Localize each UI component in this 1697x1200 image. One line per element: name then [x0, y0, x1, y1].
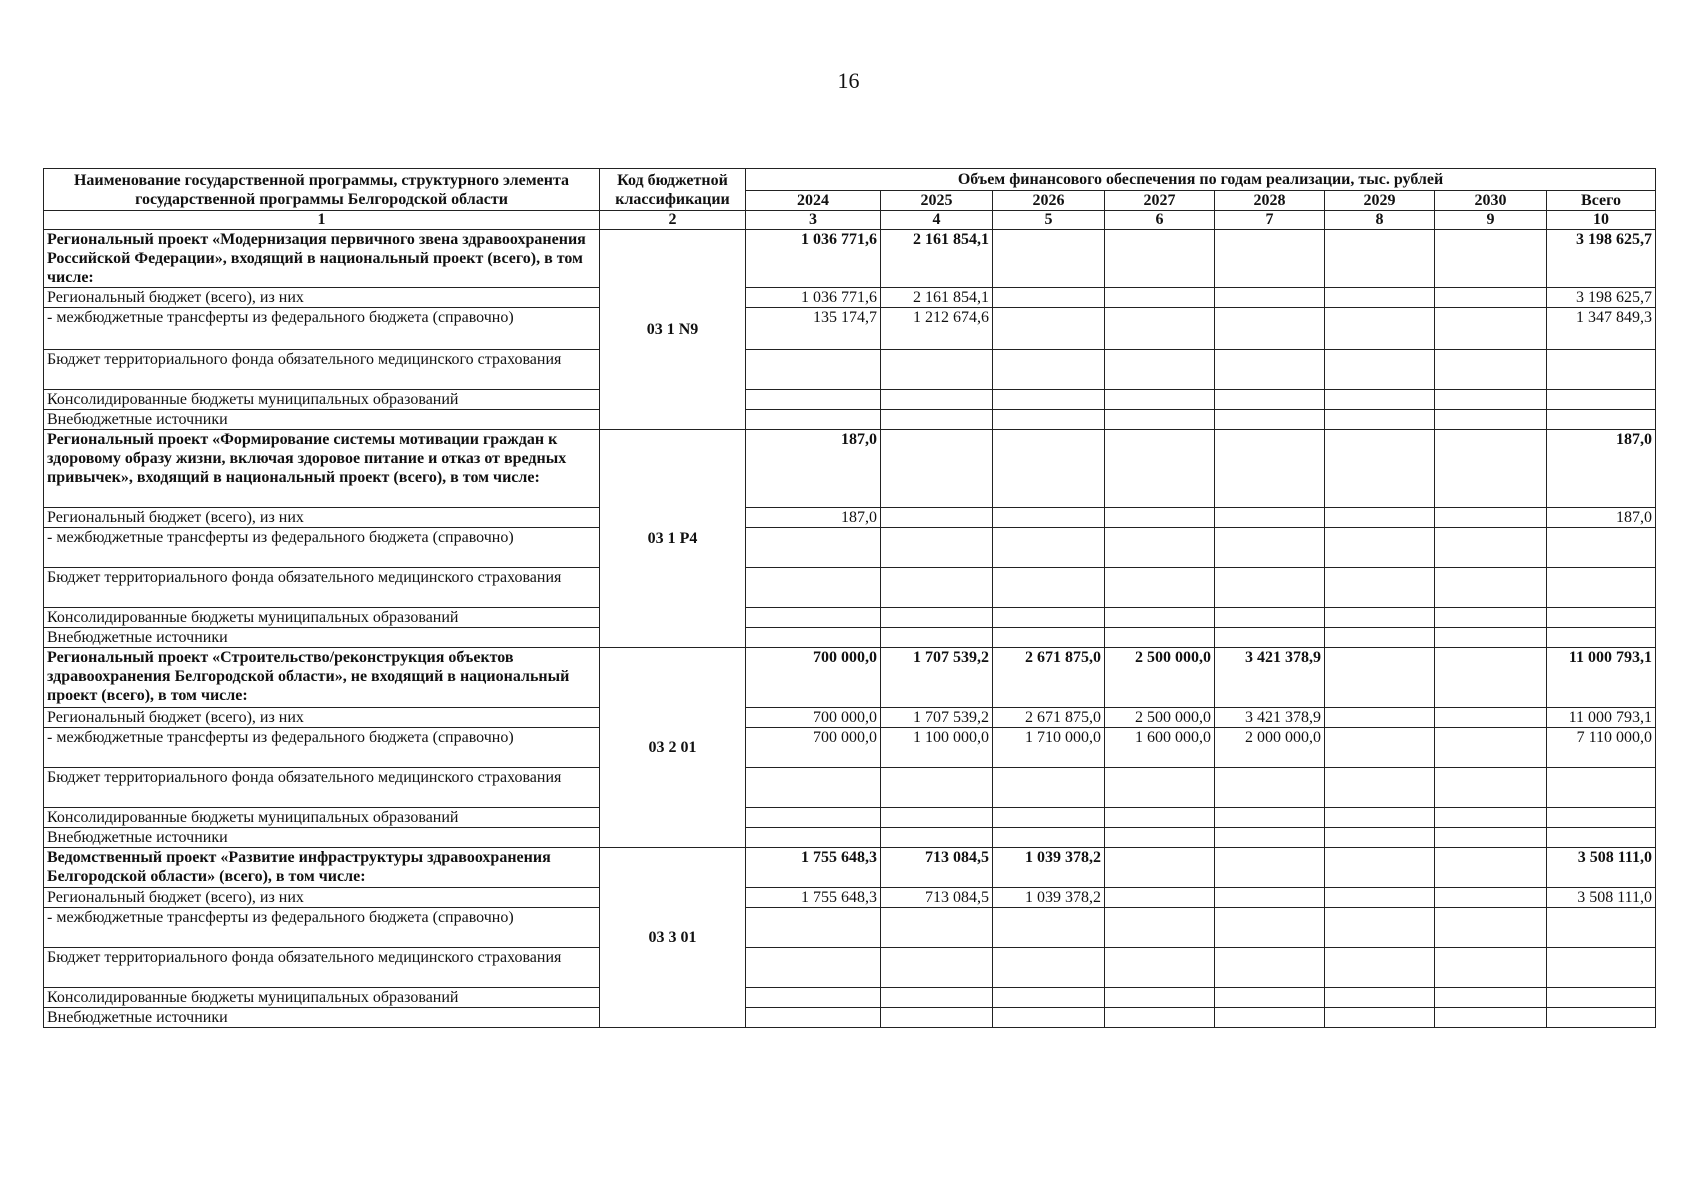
value-cell	[1325, 528, 1435, 568]
table-row	[44, 888, 1656, 908]
value-cell	[1435, 728, 1547, 768]
value-cell: 1 600 000,0	[1105, 728, 1215, 768]
table-row	[44, 948, 1656, 988]
value-cell	[1435, 988, 1547, 1008]
value-cell	[1325, 230, 1435, 288]
table-row	[44, 808, 1656, 828]
value-cell	[1325, 728, 1435, 768]
value-cell	[1215, 350, 1325, 390]
table-row	[44, 828, 1656, 848]
value-cell	[746, 1008, 881, 1028]
value-cell: 2 500 000,0	[1105, 648, 1215, 708]
value-cell	[1325, 288, 1435, 308]
value-cell	[1215, 948, 1325, 988]
value-cell	[1105, 988, 1215, 1008]
table-row	[44, 508, 1656, 528]
value-cell	[1435, 308, 1547, 350]
value-cell	[1435, 648, 1547, 708]
value-cell	[1435, 768, 1547, 808]
value-cell	[1325, 308, 1435, 350]
value-cell	[1215, 628, 1325, 648]
value-cell	[1215, 308, 1325, 350]
value-cell	[1325, 988, 1435, 1008]
value-cell: 187,0	[746, 508, 881, 528]
table-row	[44, 708, 1656, 728]
value-cell	[1325, 768, 1435, 808]
table-row	[44, 528, 1656, 568]
value-cell	[1215, 888, 1325, 908]
header-year: 2029	[1325, 191, 1435, 211]
value-cell	[1435, 808, 1547, 828]
value-cell	[1325, 390, 1435, 410]
total-cell: 3 198 625,7	[1547, 230, 1656, 288]
value-cell: 700 000,0	[746, 648, 881, 708]
value-cell	[881, 988, 993, 1008]
value-cell	[1105, 430, 1215, 508]
value-cell	[746, 390, 881, 410]
value-cell	[1435, 430, 1547, 508]
value-cell	[746, 528, 881, 568]
source-name: Консолидированные бюджеты муниципальных образований	[44, 390, 600, 410]
source-name: Бюджет территориального фонда обязательного медицинского страхования	[44, 948, 600, 988]
value-cell	[1105, 1008, 1215, 1028]
value-cell: 1 100 000,0	[881, 728, 993, 768]
value-cell	[1435, 288, 1547, 308]
value-cell	[993, 768, 1105, 808]
value-cell	[1105, 768, 1215, 808]
value-cell	[993, 308, 1105, 350]
value-cell: 713 084,5	[881, 848, 993, 888]
header-total: Всего	[1547, 191, 1656, 211]
value-cell	[993, 628, 1105, 648]
value-cell	[1325, 508, 1435, 528]
column-index: 6	[1105, 211, 1215, 230]
value-cell	[1435, 410, 1547, 430]
value-cell	[1215, 828, 1325, 848]
value-cell	[993, 808, 1105, 828]
value-cell	[1325, 848, 1435, 888]
value-cell	[1435, 528, 1547, 568]
value-cell	[1435, 848, 1547, 888]
value-cell: 3 421 378,9	[1215, 648, 1325, 708]
project-row	[44, 648, 1656, 708]
source-name: Внебюджетные источники	[44, 828, 600, 848]
value-cell	[1325, 828, 1435, 848]
value-cell: 1 755 648,3	[746, 888, 881, 908]
value-cell: 713 084,5	[881, 888, 993, 908]
value-cell	[993, 948, 1105, 988]
value-cell	[1325, 350, 1435, 390]
source-name: Консолидированные бюджеты муниципальных образований	[44, 988, 600, 1008]
value-cell	[1325, 1008, 1435, 1028]
value-cell: 2 671 875,0	[993, 648, 1105, 708]
project-row	[44, 848, 1656, 888]
column-index: 2	[600, 211, 746, 230]
value-cell	[881, 828, 993, 848]
value-cell	[1325, 908, 1435, 948]
column-index: 10	[1547, 211, 1656, 230]
header-year: 2030	[1435, 191, 1547, 211]
value-cell	[1105, 808, 1215, 828]
total-cell: 187,0	[1547, 430, 1656, 508]
value-cell	[1105, 528, 1215, 568]
project-row	[44, 230, 1656, 288]
value-cell	[1105, 848, 1215, 888]
value-cell: 2 161 854,1	[881, 288, 993, 308]
table-row	[44, 308, 1656, 350]
total-cell: 3 508 111,0	[1547, 848, 1656, 888]
project-name: Региональный проект «Модернизация первичного звена здравоохранения Российской Федерации», входящий в национальный проект (всего), в том числе:	[44, 230, 600, 288]
table-row	[44, 908, 1656, 948]
value-cell	[1215, 908, 1325, 948]
total-cell	[1547, 568, 1656, 608]
value-cell	[993, 828, 1105, 848]
value-cell	[1215, 568, 1325, 608]
value-cell: 2 671 875,0	[993, 708, 1105, 728]
value-cell	[1105, 350, 1215, 390]
value-cell	[1325, 430, 1435, 508]
page-number: 16	[837, 68, 860, 93]
source-name: Консолидированные бюджеты муниципальных образований	[44, 808, 600, 828]
column-index: 1	[44, 211, 600, 230]
financing-table	[43, 168, 1656, 1028]
table-row	[44, 568, 1656, 608]
source-name: Бюджет территориального фонда обязательного медицинского страхования	[44, 568, 600, 608]
value-cell	[881, 430, 993, 508]
value-cell	[1105, 230, 1215, 288]
header-volume: Объем финансового обеспечения по годам реализации, тыс. рублей	[746, 169, 1656, 191]
budget-code: 03 1 Р4	[600, 430, 746, 648]
total-cell: 3 198 625,7	[1547, 288, 1656, 308]
value-cell	[1325, 888, 1435, 908]
value-cell	[1435, 230, 1547, 288]
value-cell	[1105, 908, 1215, 948]
value-cell	[1215, 768, 1325, 808]
value-cell	[1435, 568, 1547, 608]
value-cell	[1325, 648, 1435, 708]
value-cell	[1105, 288, 1215, 308]
value-cell	[1105, 568, 1215, 608]
total-cell: 1 347 849,3	[1547, 308, 1656, 350]
value-cell	[1105, 888, 1215, 908]
budget-code: 03 2 01	[600, 648, 746, 848]
project-name: Ведомственный проект «Развитие инфраструктуры здравоохранения Белгородской области» (всего), в том числе:	[44, 848, 600, 888]
project-name: Региональный проект «Формирование системы мотивации граждан к здоровому образу жизни, включая здоровое питание и отказ от вредных привычек», входящий в национальный проект (всего), в том числе:	[44, 430, 600, 508]
value-cell	[1105, 308, 1215, 350]
value-cell	[1105, 390, 1215, 410]
value-cell	[993, 230, 1105, 288]
total-cell	[1547, 410, 1656, 430]
value-cell: 700 000,0	[746, 728, 881, 768]
total-cell	[1547, 828, 1656, 848]
total-cell	[1547, 908, 1656, 948]
total-cell	[1547, 528, 1656, 568]
value-cell: 1 710 000,0	[993, 728, 1105, 768]
value-cell	[993, 1008, 1105, 1028]
total-cell: 11 000 793,1	[1547, 708, 1656, 728]
value-cell	[1215, 1008, 1325, 1028]
value-cell: 1 036 771,6	[746, 230, 881, 288]
header-year: 2024	[746, 191, 881, 211]
total-cell: 3 508 111,0	[1547, 888, 1656, 908]
value-cell: 1 039 378,2	[993, 848, 1105, 888]
value-cell	[993, 988, 1105, 1008]
value-cell	[993, 608, 1105, 628]
value-cell	[1215, 808, 1325, 828]
value-cell	[746, 828, 881, 848]
value-cell	[1105, 828, 1215, 848]
value-cell	[993, 390, 1105, 410]
total-cell	[1547, 1008, 1656, 1028]
total-cell: 7 110 000,0	[1547, 728, 1656, 768]
value-cell	[993, 410, 1105, 430]
value-cell	[1325, 628, 1435, 648]
value-cell	[881, 808, 993, 828]
value-cell: 1 039 378,2	[993, 888, 1105, 908]
column-index: 3	[746, 211, 881, 230]
value-cell	[746, 908, 881, 948]
value-cell	[1215, 848, 1325, 888]
source-name: Консолидированные бюджеты муниципальных образований	[44, 608, 600, 628]
source-name: Внебюджетные источники	[44, 628, 600, 648]
value-cell	[881, 908, 993, 948]
value-cell	[1435, 628, 1547, 648]
total-cell: 187,0	[1547, 508, 1656, 528]
value-cell	[881, 628, 993, 648]
value-cell	[1105, 410, 1215, 430]
value-cell	[1435, 708, 1547, 728]
value-cell	[1325, 708, 1435, 728]
value-cell	[881, 508, 993, 528]
value-cell	[1325, 808, 1435, 828]
value-cell	[881, 608, 993, 628]
value-cell	[1215, 608, 1325, 628]
table-row	[44, 350, 1656, 390]
value-cell	[746, 628, 881, 648]
source-name: - межбюджетные трансферты из федерального бюджета (справочно)	[44, 728, 600, 768]
table-row	[44, 988, 1656, 1008]
source-name: - межбюджетные трансферты из федерального бюджета (справочно)	[44, 908, 600, 948]
value-cell	[1435, 828, 1547, 848]
source-name: Региональный бюджет (всего), из них	[44, 288, 600, 308]
value-cell	[1435, 1008, 1547, 1028]
total-cell	[1547, 350, 1656, 390]
value-cell	[1435, 390, 1547, 410]
table-row	[44, 608, 1656, 628]
table-body	[44, 230, 1656, 1028]
value-cell	[993, 430, 1105, 508]
header-year: 2026	[993, 191, 1105, 211]
header-year: 2025	[881, 191, 993, 211]
value-cell	[1215, 288, 1325, 308]
table-row	[44, 1008, 1656, 1028]
header-year: 2028	[1215, 191, 1325, 211]
value-cell	[1215, 390, 1325, 410]
value-cell	[746, 410, 881, 430]
value-cell	[881, 568, 993, 608]
value-cell	[881, 1008, 993, 1028]
column-index: 8	[1325, 211, 1435, 230]
value-cell	[1215, 528, 1325, 568]
source-name: Внебюджетные источники	[44, 410, 600, 430]
value-cell	[1105, 948, 1215, 988]
total-cell	[1547, 948, 1656, 988]
source-name: - межбюджетные трансферты из федерального бюджета (справочно)	[44, 528, 600, 568]
value-cell	[993, 568, 1105, 608]
source-name: Бюджет территориального фонда обязательного медицинского страхования	[44, 350, 600, 390]
value-cell	[1435, 608, 1547, 628]
value-cell	[1325, 608, 1435, 628]
value-cell	[1215, 988, 1325, 1008]
column-index: 4	[881, 211, 993, 230]
value-cell	[1435, 908, 1547, 948]
table-row	[44, 768, 1656, 808]
source-name: Региональный бюджет (всего), из них	[44, 508, 600, 528]
value-cell	[993, 288, 1105, 308]
total-cell	[1547, 390, 1656, 410]
table-header	[44, 169, 1656, 230]
table-row	[44, 628, 1656, 648]
value-cell	[1105, 508, 1215, 528]
total-cell	[1547, 768, 1656, 808]
table-row	[44, 390, 1656, 410]
value-cell	[746, 568, 881, 608]
value-cell	[1215, 230, 1325, 288]
source-name: Внебюджетные источники	[44, 1008, 600, 1028]
source-name: Региональный бюджет (всего), из них	[44, 708, 600, 728]
total-cell: 11 000 793,1	[1547, 648, 1656, 708]
value-cell	[993, 908, 1105, 948]
value-cell	[993, 350, 1105, 390]
value-cell	[1215, 508, 1325, 528]
value-cell: 1 707 539,2	[881, 648, 993, 708]
value-cell: 2 500 000,0	[1105, 708, 1215, 728]
value-cell	[746, 808, 881, 828]
value-cell	[746, 988, 881, 1008]
value-cell	[1105, 628, 1215, 648]
total-cell	[1547, 628, 1656, 648]
table-row	[44, 410, 1656, 430]
header-year: 2027	[1105, 191, 1215, 211]
value-cell	[1215, 410, 1325, 430]
value-cell: 1 755 648,3	[746, 848, 881, 888]
total-cell	[1547, 608, 1656, 628]
value-cell	[1435, 948, 1547, 988]
source-name: - межбюджетные трансферты из федерального бюджета (справочно)	[44, 308, 600, 350]
value-cell: 2 000 000,0	[1215, 728, 1325, 768]
column-index: 7	[1215, 211, 1325, 230]
value-cell	[993, 508, 1105, 528]
source-name: Региональный бюджет (всего), из них	[44, 888, 600, 908]
table-row	[44, 288, 1656, 308]
column-index: 5	[993, 211, 1105, 230]
value-cell: 1 036 771,6	[746, 288, 881, 308]
value-cell: 3 421 378,9	[1215, 708, 1325, 728]
value-cell: 1 707 539,2	[881, 708, 993, 728]
value-cell	[1105, 608, 1215, 628]
value-cell	[881, 768, 993, 808]
header-name: Наименование государственной программы, структурного элемента государственной программы Белгородской области	[44, 169, 600, 211]
value-cell: 187,0	[746, 430, 881, 508]
value-cell: 1 212 674,6	[881, 308, 993, 350]
value-cell: 2 161 854,1	[881, 230, 993, 288]
value-cell	[881, 390, 993, 410]
value-cell	[1435, 508, 1547, 528]
project-row	[44, 430, 1656, 508]
value-cell	[881, 528, 993, 568]
value-cell	[746, 768, 881, 808]
column-index: 9	[1435, 211, 1547, 230]
value-cell: 135 174,7	[746, 308, 881, 350]
header-code: Код бюджетной классификации	[600, 169, 746, 211]
total-cell	[1547, 988, 1656, 1008]
column-index-row	[44, 211, 1656, 230]
value-cell	[1215, 430, 1325, 508]
value-cell	[746, 350, 881, 390]
value-cell	[993, 528, 1105, 568]
value-cell	[1325, 410, 1435, 430]
budget-code: 03 1 N9	[600, 230, 746, 430]
total-cell	[1547, 808, 1656, 828]
value-cell	[881, 948, 993, 988]
value-cell	[881, 410, 993, 430]
value-cell: 700 000,0	[746, 708, 881, 728]
source-name: Бюджет территориального фонда обязательного медицинского страхования	[44, 768, 600, 808]
value-cell	[746, 948, 881, 988]
project-name: Региональный проект «Строительство/реконструкция объектов здравоохранения Белгородской области», не входящий в национальный проект (всего), в том числе:	[44, 648, 600, 708]
value-cell	[1435, 888, 1547, 908]
value-cell	[881, 350, 993, 390]
budget-code: 03 3 01	[600, 848, 746, 1028]
value-cell	[1435, 350, 1547, 390]
value-cell	[1325, 568, 1435, 608]
value-cell	[1325, 948, 1435, 988]
table-row	[44, 728, 1656, 768]
value-cell	[746, 608, 881, 628]
